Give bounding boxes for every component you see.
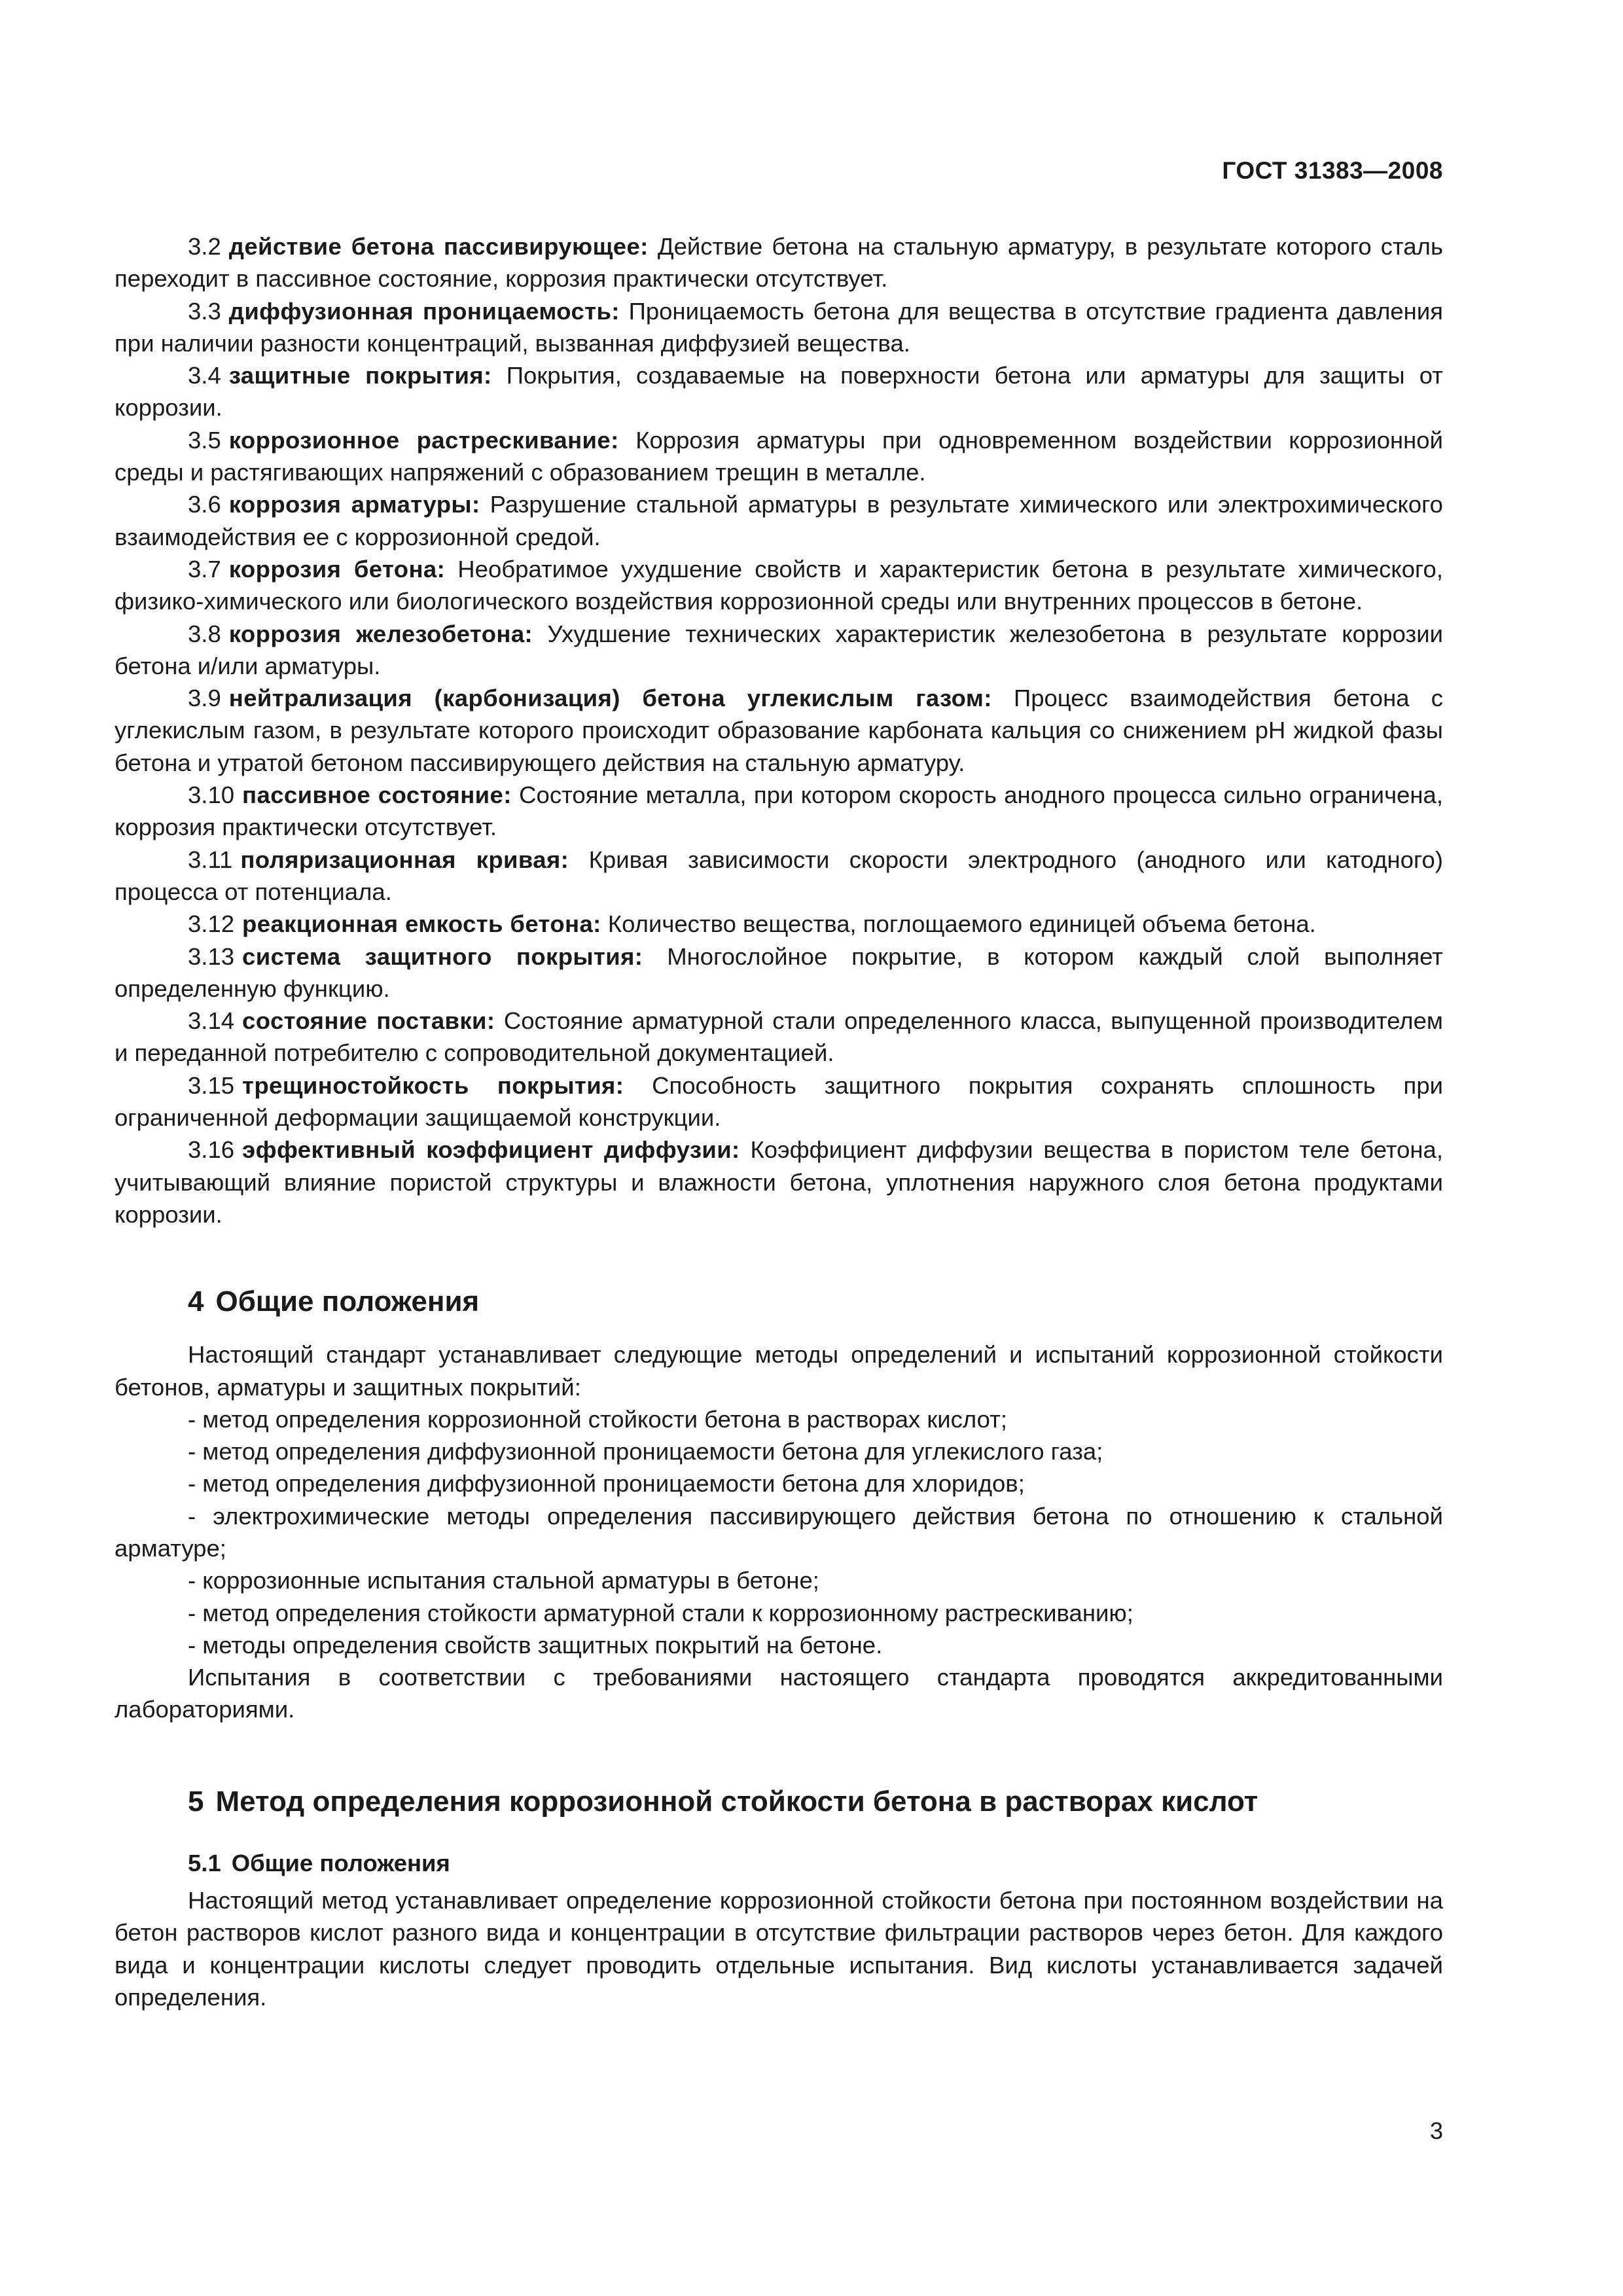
definition-number: 3.3: [188, 297, 221, 325]
definition-term: реакционная емкость бетона:: [242, 910, 601, 938]
definition-item: [115, 908, 1443, 940]
definition-text: Необратимое ухудшение свойств и характеристик бетона в результате химического, физико-химического или биологического воздействия коррозионной среды или внутренних процессов в бетоне.: [115, 555, 1443, 615]
definition-term: защитные покрытия:: [228, 362, 492, 389]
subsection-title: Общие положения: [231, 1849, 450, 1876]
definition-term: коррозия бетона:: [228, 555, 446, 583]
definition-term: трещиностойкость покрытия:: [242, 1071, 624, 1099]
definition-text: Количество вещества, поглощаемого единицей объема бетона.: [607, 910, 1316, 938]
definition-number: 3.7: [188, 555, 221, 583]
definition-item: [115, 779, 1443, 844]
section-number: 4: [188, 1285, 204, 1318]
definition-number: 3.12: [188, 910, 235, 938]
definition-text: Процесс взаимодействия бетона с углекислым газом, в результате которого происходит образование карбоната кальция со снижением рН жидкой фазы бетона и утратой бетоном пассивирующего действия на стальную арматуру.: [115, 685, 1443, 776]
definition-number: 3.8: [188, 620, 221, 647]
definition-number: 3.15: [188, 1071, 235, 1099]
definition-number: 3.2: [188, 233, 221, 260]
definition-term: система защитного покрытия:: [242, 942, 643, 970]
definition-term: эффективный коэффициент диффузии:: [242, 1136, 740, 1164]
definition-text: Состояние металла, при котором скорость анодного процесса сильно ограничена, коррозия практически отсутствует.: [115, 781, 1443, 841]
document-body: [115, 230, 1443, 2013]
definition-number: 3.13: [188, 942, 235, 970]
section-title: Метод определения коррозионной стойкости бетона в растворах кислот: [215, 1785, 1258, 1818]
list-item: - методы определения свойств защитных покрытий на бетоне.: [188, 1631, 883, 1659]
definitions-list: [115, 230, 1443, 1230]
definition-number: 3.10: [188, 781, 235, 809]
definition-term: действие бетона пассивирующее:: [228, 233, 649, 260]
definition-item: [115, 1005, 1443, 1069]
document-page: [115, 0, 1443, 2296]
definition-text: Ухудшение технических характеристик железобетона в результате коррозии бетона и/или арматуры.: [115, 620, 1443, 679]
list-item: - метод определения стойкости арматурной стали к коррозионному растрескиванию;: [188, 1599, 1133, 1626]
list-item: - метод определения диффузионной проницаемости бетона для углекислого газа;: [188, 1438, 1103, 1465]
definition-number: 3.6: [188, 491, 221, 518]
list-item: - метод определения коррозионной стойкости бетона в растворах кислот;: [188, 1405, 1007, 1433]
list-item: - метод определения диффузионной проницаемости бетона для хлоридов;: [188, 1470, 1025, 1498]
list-item: - электрохимические методы определения пассивирующего действия бетона по отношению к стальной арматуре;: [115, 1502, 1443, 1562]
definition-item: [115, 488, 1443, 553]
definition-text: Разрушение стальной арматуры в результате химического или электрохимического взаимодействия ее с коррозионной средой.: [115, 491, 1443, 550]
definition-number: 3.16: [188, 1136, 235, 1164]
definition-item: [115, 424, 1443, 489]
definition-text: Способность защитного покрытия сохранять сплошность при ограниченной деформации защищаемой конструкции.: [115, 1071, 1444, 1132]
subsection-number: 5.1: [188, 1849, 221, 1876]
definition-text: Действие бетона на стальную арматуру, в результате которого сталь переходит в пассивное состояние, коррозия практически отсутствует.: [115, 233, 1443, 293]
definition-item: [115, 618, 1443, 683]
definition-item: [115, 844, 1443, 908]
definition-term: нейтрализация (карбонизация) бетона углекислым газом:: [228, 685, 992, 712]
definition-term: коррозия арматуры:: [228, 491, 480, 518]
definition-number: 3.4: [188, 362, 221, 389]
definition-item: [115, 682, 1443, 779]
definition-item: [115, 359, 1443, 424]
definition-text: Состояние арматурной стали определенного класса, выпущенной производителем и переданной потребителю с сопроводительной документацией.: [115, 1007, 1443, 1067]
definition-item: [115, 1134, 1443, 1230]
subsection-5-1-text: Настоящий метод устанавливает определение коррозионной стойкости бетона при постоянном воздействии на бетон растворов кислот разного вида и концентрации в отсутствие фильтрации растворов через бетон. Для каждого вида и концентрации кислоты следует проводить отдельные испытания. Вид кислоты устанавливается задачей определения.: [115, 1887, 1443, 2011]
section-title: Общие положения: [215, 1285, 480, 1318]
section-number: 5: [188, 1785, 204, 1818]
section-4-intro: Настоящий стандарт устанавливает следующие методы определений и испытаний коррозионной стойкости бетонов, арматуры и защитных покрытий:: [115, 1341, 1443, 1401]
definition-term: состояние поставки:: [242, 1007, 495, 1035]
definition-number: 3.11: [188, 846, 233, 873]
definition-term: диффузионная проницаемость:: [228, 297, 620, 325]
definition-item: [115, 230, 1443, 295]
definition-term: коррозия железобетона:: [228, 620, 533, 647]
definition-text: Покрытия, создаваемые на поверхности бетона или арматуры для защиты от коррозии.: [115, 362, 1443, 422]
definition-text: Кривая зависимости скорости электродного (анодного или катодного) процесса от потенциала.: [115, 846, 1443, 905]
definition-term: поляризационная кривая:: [240, 846, 569, 873]
section-4-outro: Испытания в соответствии с требованиями настоящего стандарта проводятся аккредитованными лабораториями.: [115, 1664, 1443, 1723]
definition-text: Проницаемость бетона для вещества в отсутствие градиента давления при наличии разности концентраций, вызванная диффузией вещества.: [115, 297, 1443, 357]
definition-item: [115, 553, 1443, 618]
section-5-heading: [115, 1782, 1443, 1821]
definition-text: Коэффициент диффузии вещества в пористом теле бетона, учитывающий влияние пористой структуры и влажности бетона, уплотнения наружного слоя бетона продуктами коррозии.: [115, 1136, 1443, 1228]
definition-number: 3.5: [188, 426, 221, 454]
definition-number: 3.14: [188, 1007, 235, 1035]
definition-item: [115, 1069, 1443, 1134]
definition-number: 3.9: [188, 685, 221, 712]
subsection-5-1-heading: [115, 1847, 1443, 1879]
page-number: 3: [1429, 2117, 1443, 2144]
definition-text: Коррозия арматуры при одновременном воздействии коррозионной среды и растягивающих напряжений с образованием трещин в металле.: [115, 426, 1443, 486]
definition-text: Многослойное покрытие, в котором каждый слой выполняет определенную функцию.: [115, 942, 1443, 1002]
definition-term: коррозионное растрескивание:: [228, 426, 619, 454]
definition-term: пассивное состояние:: [242, 781, 512, 809]
document-code-header: ГОСТ 31383—2008: [1222, 157, 1443, 184]
definition-item: [115, 295, 1443, 360]
definition-item: [115, 941, 1443, 1005]
list-item: - коррозионные испытания стальной арматуры в бетоне;: [188, 1567, 819, 1594]
section-4-heading: [115, 1282, 1443, 1321]
